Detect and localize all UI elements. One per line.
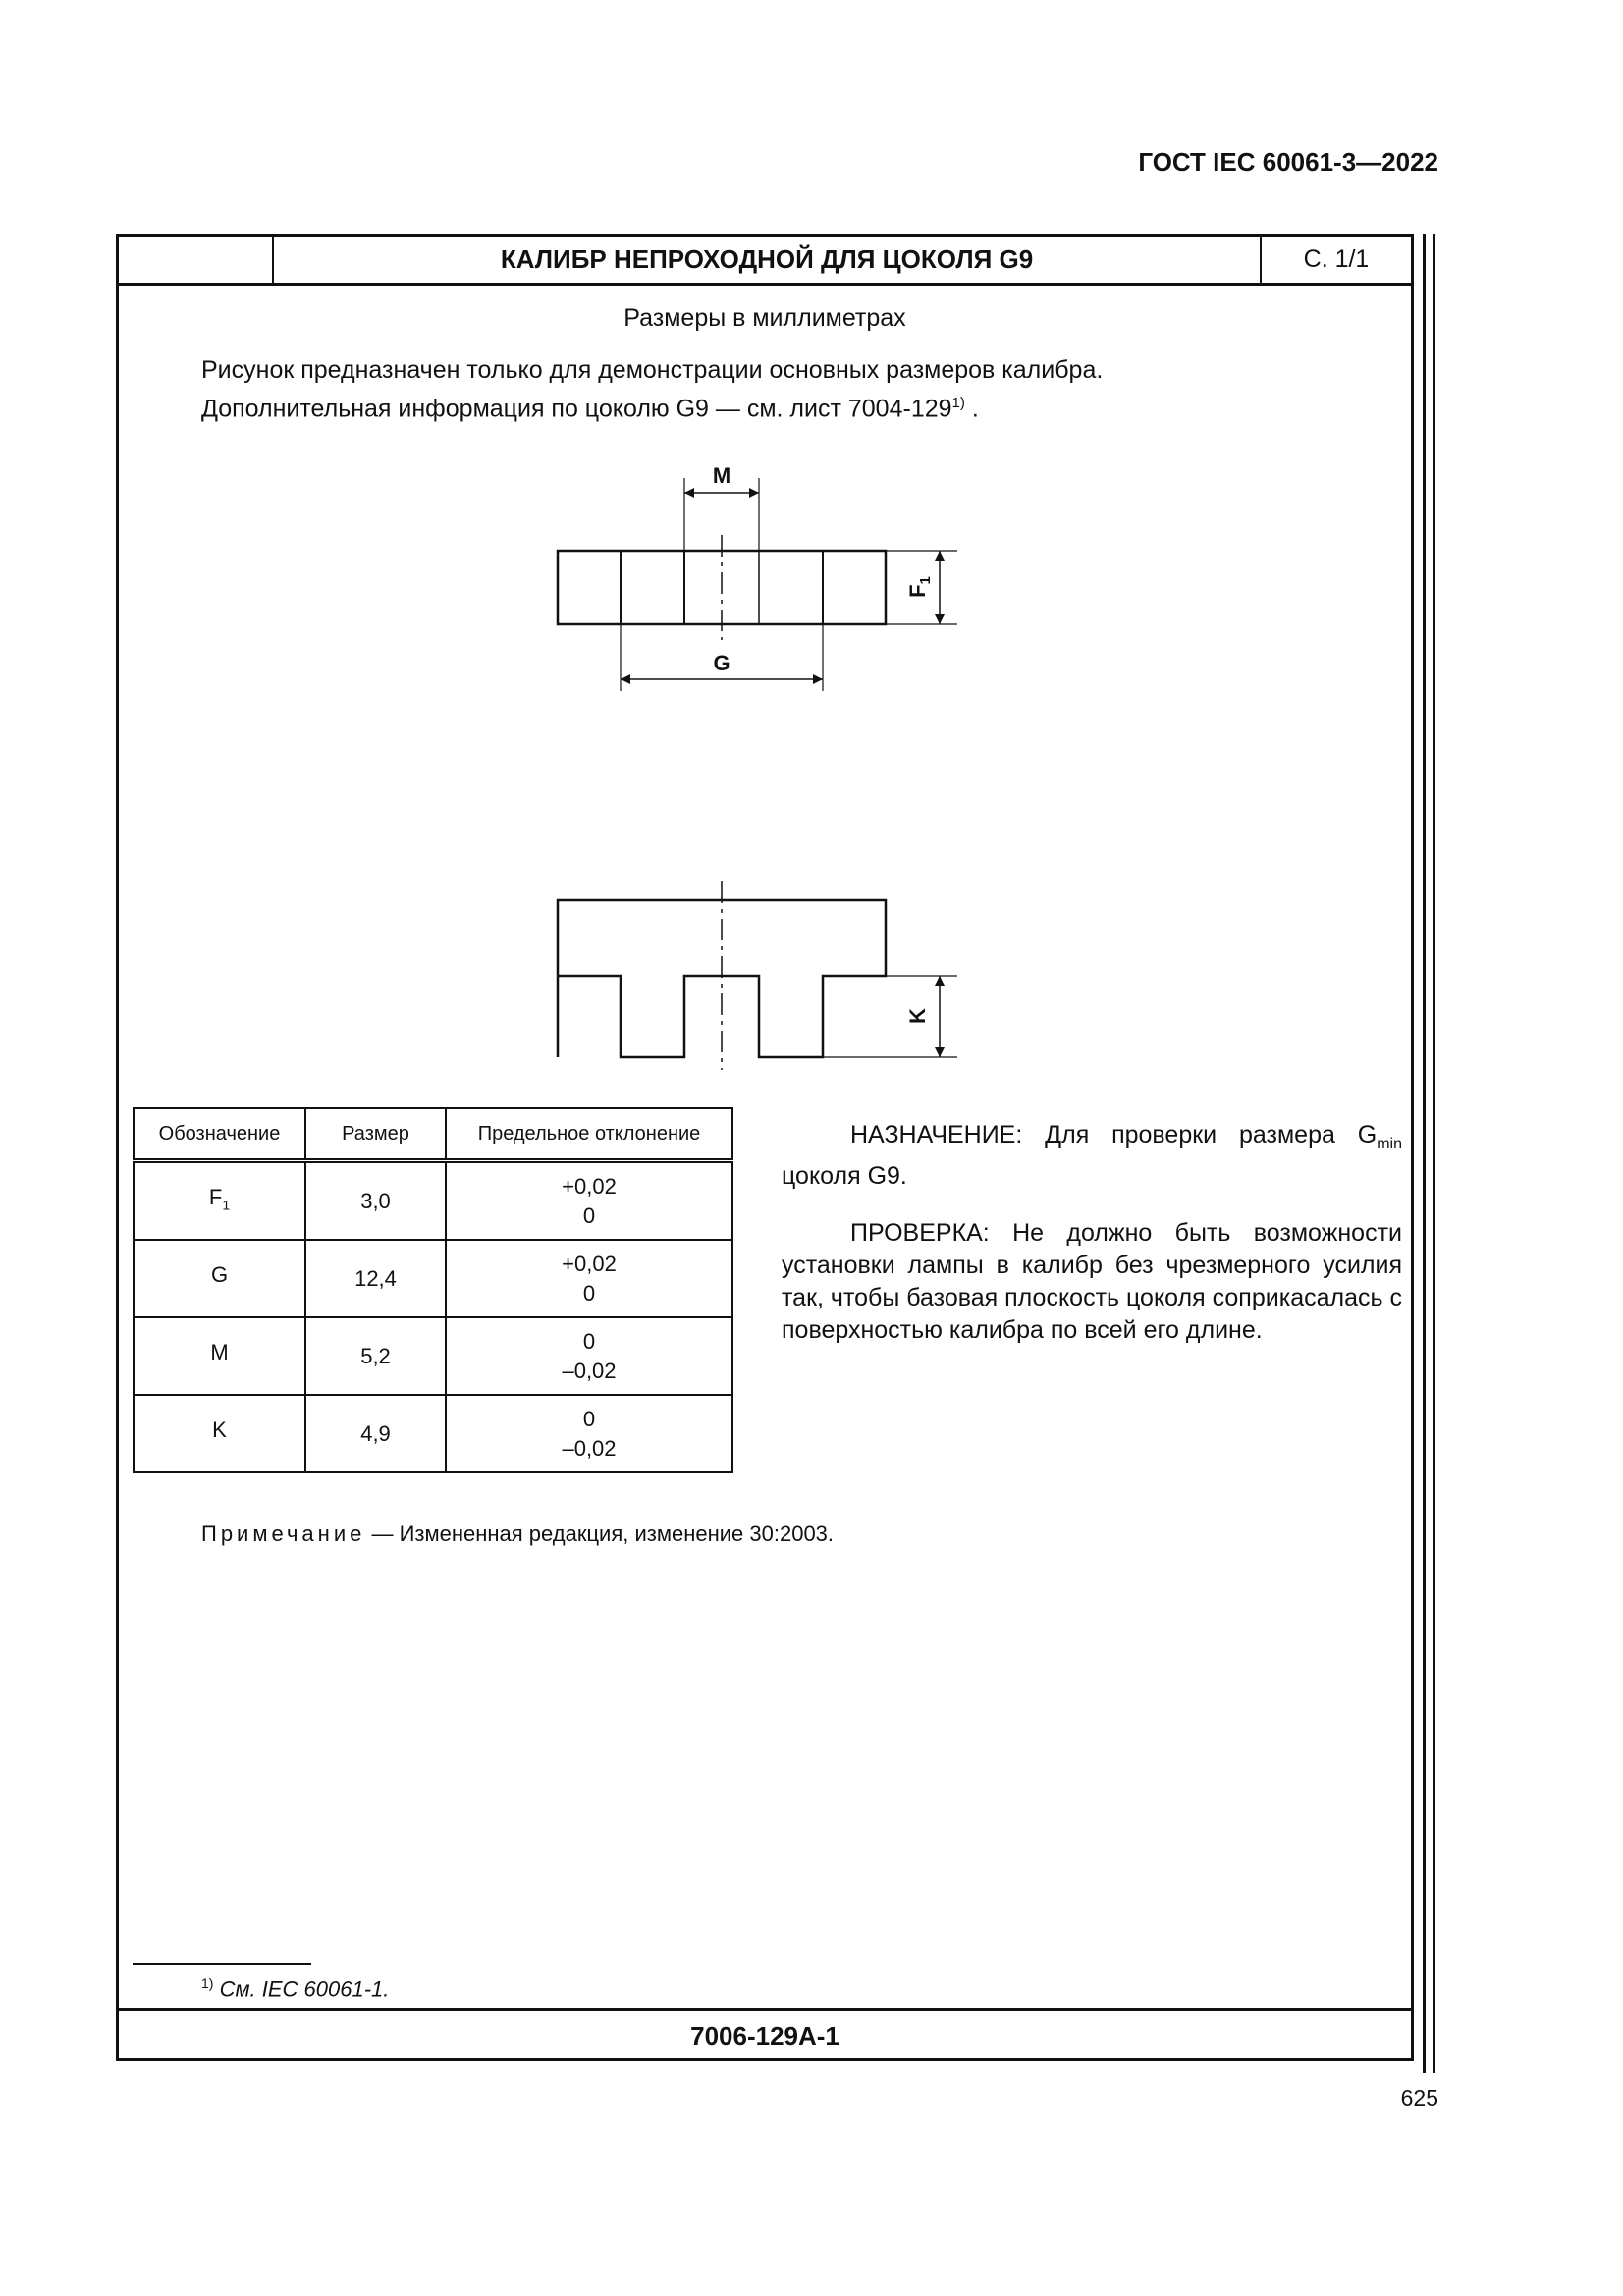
units-note: Размеры в миллиметрах (623, 304, 906, 332)
footnote-mark: 1) (201, 1975, 214, 1991)
header-designation: Обозначение (134, 1108, 305, 1161)
intro-text (201, 353, 1103, 425)
label-f1 (905, 576, 934, 598)
footnote-ref: 1) (951, 395, 965, 411)
cell-size: 3,0 (305, 1161, 446, 1241)
check-paragraph: ПРОВЕРКА: Не должно быть возможности установки лампы в калибр без чрезмерного усилия так, чтобы базовая плоскость цоколя соприкасалась с поверхностью калибра по всей его длине. (782, 1219, 1402, 1344)
label-g: G (713, 651, 730, 675)
label-f1-sub: 1 (917, 576, 934, 585)
cell-symbol: $F_1$ (134, 1161, 305, 1241)
footer-sheet-code: 7006-129А-1 (690, 2021, 839, 2051)
intro-line-2 (201, 387, 1103, 425)
note (201, 1522, 834, 1547)
document-code: ГОСТ IEC 60061-3—2022 (1138, 147, 1438, 177)
gauge-top-view-drawing (530, 452, 1001, 707)
cell-deviation: 0 –0,02 (446, 1317, 732, 1395)
footnote-separator (133, 1963, 311, 1965)
footnote-text: См. IEC 60061-1. (213, 1976, 390, 2002)
cell-size: 12,4 (305, 1240, 446, 1317)
note-text: — Измененная редакция, изменение 30:2003. (365, 1522, 835, 1546)
sheet-number: С. 1/1 (1303, 245, 1370, 273)
note-label: Примечание (201, 1522, 366, 1546)
table-row (134, 1317, 732, 1395)
header-deviation: Предельное отклонение (446, 1108, 732, 1161)
gauge-side-view-drawing (530, 864, 1001, 1080)
dimensions-table (133, 1107, 733, 1473)
cell-size: 5,2 (305, 1317, 446, 1395)
cell-size: 4,9 (305, 1395, 446, 1472)
cell-symbol: K (134, 1395, 305, 1472)
sheet-title: КАЛИБР НЕПРОХОДНОЙ ДЛЯ ЦОКОЛЯ G9 (500, 244, 1034, 274)
page-number: 625 (1400, 2085, 1438, 2110)
table-row (134, 1240, 732, 1317)
frame-margin-line (1423, 234, 1426, 2073)
cell-deviation: +0,02 0 (446, 1240, 732, 1317)
intro-line-2-end: . (964, 395, 979, 423)
cell-symbol: M (134, 1317, 305, 1395)
cell-deviation: 0 –0,02 (446, 1395, 732, 1472)
purpose-paragraph: НАЗНАЧЕНИЕ: Для проверки размера $G_{min}$ цоколя G9. (782, 1121, 1402, 1190)
table-row (134, 1395, 732, 1472)
cell-symbol: G (134, 1240, 305, 1317)
intro-line-1: Рисунок предназначен только для демонстрации основных размеров калибра. (201, 356, 1104, 384)
label-m: M (712, 463, 731, 488)
label-k: K (905, 1008, 930, 1024)
intro-line-2-text: Дополнительная информация по цоколю G9 — см. лист 7004-129 (201, 395, 952, 423)
header-size: Размер (305, 1108, 446, 1161)
table-row (134, 1161, 732, 1241)
frame-margin-line (1433, 234, 1435, 2073)
footnote (201, 1975, 389, 2002)
label-f1-letter: F (905, 584, 930, 598)
cell-deviation: +0,02 0 (446, 1161, 732, 1241)
table-header-row (134, 1108, 732, 1161)
